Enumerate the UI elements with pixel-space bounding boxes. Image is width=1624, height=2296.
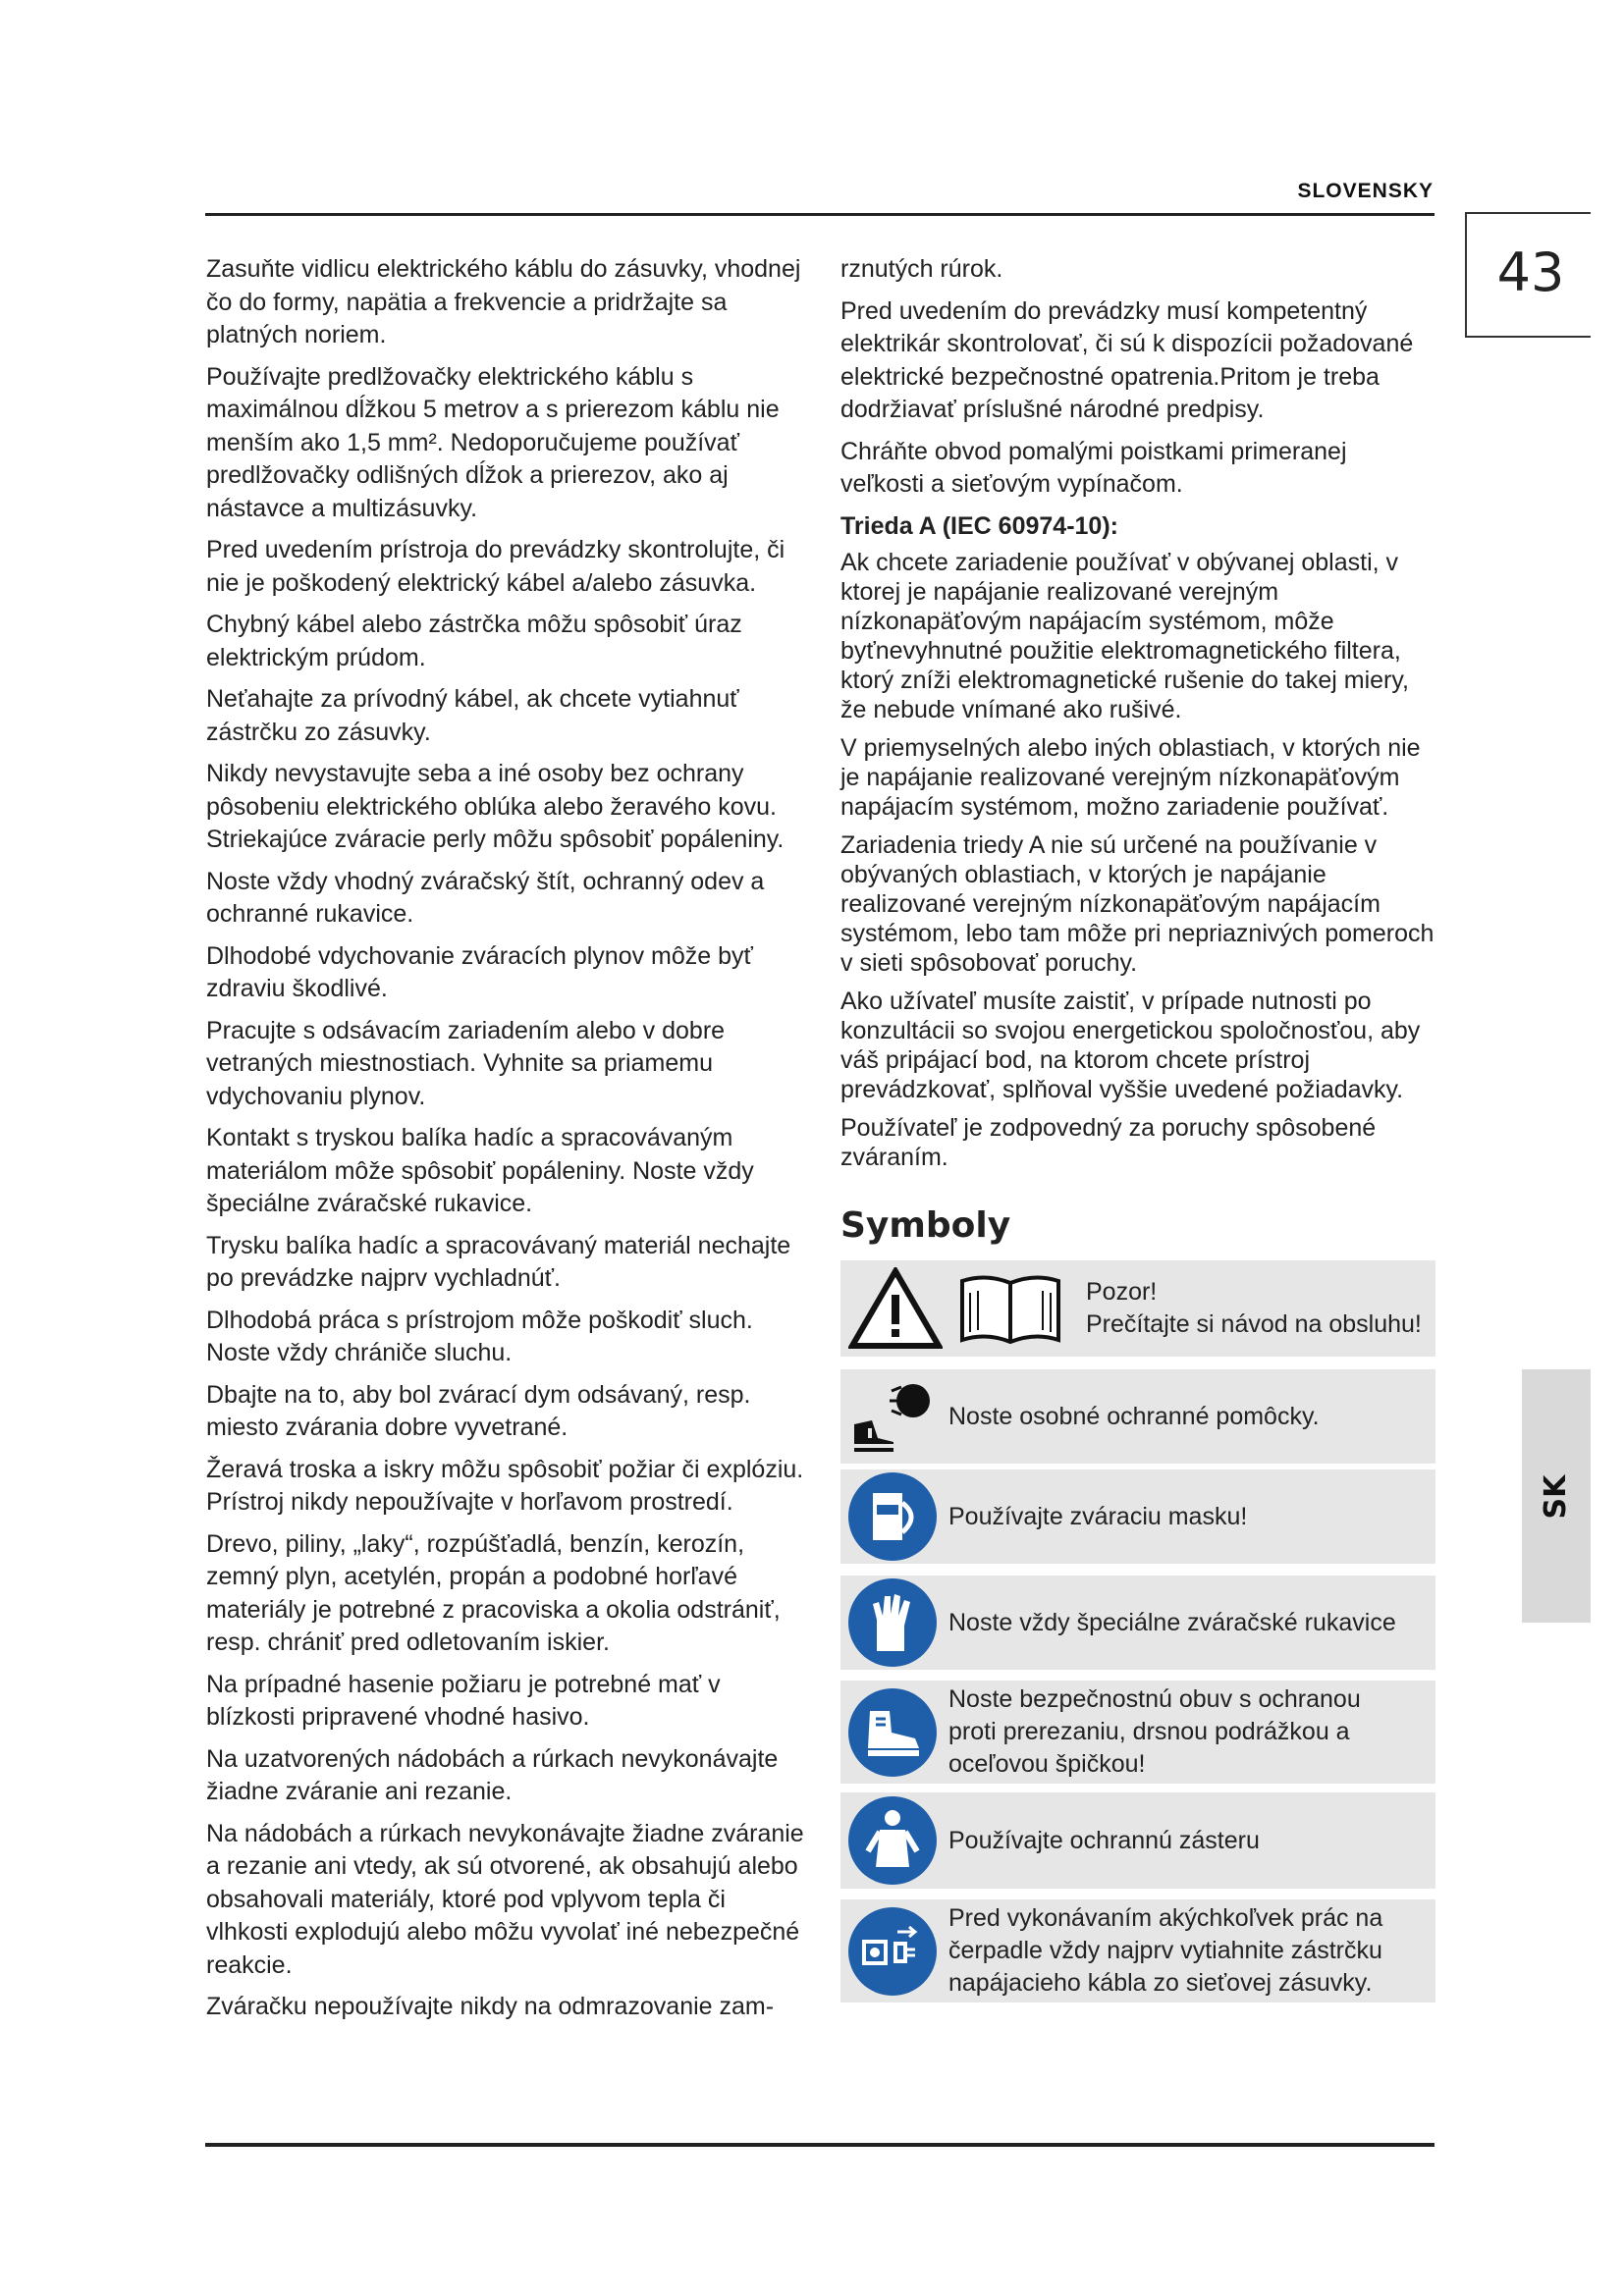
symbol-text: Noste osobné ochranné pomôcky. bbox=[948, 1402, 1320, 1430]
symbol-row bbox=[840, 1369, 1435, 1464]
welding-mask-icon bbox=[848, 1472, 937, 1561]
paragraph: rznutých rúrok. bbox=[840, 255, 1003, 283]
warning-icon bbox=[848, 1267, 943, 1350]
symbol-row bbox=[840, 1792, 1435, 1889]
gloves-icon bbox=[848, 1578, 937, 1667]
paragraph: Používateľ je zodpovedný za poruchy spôsobené zváraním. bbox=[840, 1114, 1377, 1171]
symbol-text: Noste bezpečnostnú obuv s ochranou proti prerezaniu, drsnou podrážkou a oceľovou špičkou! bbox=[948, 1685, 1361, 1778]
paragraph: Dbajte na to, aby bol zvárací dym odsávaný, resp. miesto zvárania dobre vyvetrané. bbox=[206, 1380, 751, 1441]
symbol-row bbox=[840, 1575, 1435, 1670]
paragraph: Noste vždy vhodný zváračský štít, ochranný odev a ochranné rukavice. bbox=[206, 867, 765, 928]
paragraph: Ak chcete zariadenie používať v obývanej oblasti, v ktorej je napájanie realizované verejným nízkonapäťovým napájacím systémom, môže byťnevyhnutné použitie elektromagnetického filtera, ktorý zníži elektromagnetické rušenie do takej miery, že nebude vnímané ako rušivé. bbox=[840, 549, 1409, 723]
section-heading: Trieda A (IEC 60974-10): bbox=[840, 511, 1118, 540]
symbols-title: Symboly bbox=[840, 1205, 1011, 1246]
unplug-icon bbox=[848, 1907, 937, 1996]
symbol-text: Používajte zváraciu masku! bbox=[948, 1502, 1248, 1530]
ppe-icon bbox=[848, 1377, 937, 1456]
paragraph: Chybný kábel alebo zástrčka môžu spôsobiť úraz elektrickým prúdom. bbox=[206, 611, 742, 671]
paragraph: Drevo, piliny, „laky“, rozpúšťadlá, benzín, kerozín, zemný plyn, acetylén, propán a podobné horľavé materiály je potrebné z pracoviska a okolia odstrániť, resp. chrániť pred odletovaním iskier. bbox=[206, 1529, 781, 1656]
symbol-text-line: Prečítajte si návod na obsluhu! bbox=[1086, 1310, 1422, 1338]
paragraph: V priemyselných alebo iných oblastiach, v ktorých nie je napájanie realizované verejným nízkonapäťovým napájacím systémom, možno zariadenie používať. bbox=[840, 734, 1421, 821]
symbol-text: Pred vykonávaním akýchkoľvek prác na čerpadle vždy najprv vytiahnite zástrčku napájacieho kábla zo sieťovej zásuvky. bbox=[948, 1904, 1383, 1997]
paragraph: Ako užívateľ musíte zaistiť, v prípade nutnosti po konzultácii so svojou energetickou spoločnosťou, aby váš pripájací bod, na ktorom chcete prístroj prevádzkovať, splňoval vyššie uvedené požiadavky. bbox=[840, 988, 1421, 1103]
paragraph: Pred uvedením do prevádzky musí kompetentný elektrikár skontrolovať, či sú k dispozícii požadované elektrické bezpečnostné opatrenia.Pritom je treba dodržiavať príslušné národné predpisy. bbox=[840, 296, 1414, 423]
symbol-text-line: Pozor! bbox=[1086, 1278, 1158, 1306]
symbol-text: Používajte ochrannú zásteru bbox=[948, 1826, 1260, 1854]
apron-icon bbox=[848, 1796, 937, 1885]
paragraph: Zariadenia triedy A nie sú určené na používanie v obývaných oblastiach, v ktorých je napájanie realizované verejným nízkonapäťovým napájacím systémom, lebo tam môže pri nepriaznivých pomeroch v sieti spôsobovať poruchy. bbox=[840, 831, 1435, 977]
paragraph: Na uzatvorených nádobách a rúrkach nevykonávajte žiadne zváranie ani rezanie. bbox=[206, 1744, 779, 1805]
header-rule bbox=[205, 213, 1435, 216]
page-number: 43 bbox=[1496, 241, 1565, 303]
paragraph: Neťahajte za prívodný kábel, ak chcete vytiahnuť zástrčku zo zásuvky. bbox=[206, 685, 739, 746]
paragraph: Pracujte s odsávacím zariadením alebo v dobre vetraných miestnostiach. Vyhnite sa priamemu vdychovaniu plynov. bbox=[206, 1016, 726, 1110]
safety-boots-icon bbox=[848, 1688, 937, 1777]
paragraph: Dlhodobá práca s prístrojom môže poškodiť sluch. Noste vždy chrániče sluchu. bbox=[206, 1306, 753, 1366]
language-tab-label: SK bbox=[1539, 1474, 1573, 1520]
footer-rule bbox=[205, 2143, 1435, 2147]
paragraph: Nikdy nevystavujte seba a iné osoby bez ochrany pôsobeniu elektrického oblúka alebo žeravého kovu. Striekajúce zváracie perly môžu spôsobiť popáleniny. bbox=[206, 760, 785, 853]
paragraph: Na prípadné hasenie požiaru je potrebné mať v blízkosti pripravené vhodné hasivo. bbox=[206, 1670, 721, 1731]
paragraph: Zváračku nepoužívajte nikdy na odmrazovanie zam- bbox=[206, 1993, 775, 2020]
symbol-row bbox=[840, 1681, 1435, 1784]
header-language: SLOVENSKY bbox=[1297, 180, 1434, 202]
paragraph: Zasuňte vidlicu elektrického káblu do zásuvky, vhodnej čo do formy, napätia a frekvencie a pridržajte sa platných noriem. bbox=[206, 255, 801, 348]
symbol-row bbox=[840, 1899, 1435, 2002]
paragraph: Dlhodobé vdychovanie zváracích plynov môže byť zdraviu škodlivé. bbox=[206, 941, 753, 1002]
paragraph: Kontakt s tryskou balíka hadíc a spracovávaným materiálom môže spôsobiť popáleniny. Noste vždy špeciálne zváračské rukavice. bbox=[206, 1124, 754, 1217]
paragraph: Trysku balíka hadíc a spracovávaný materiál nechajte po prevádzke najprv vychladnúť. bbox=[206, 1231, 791, 1292]
manual-icon bbox=[956, 1271, 1064, 1346]
paragraph: Používajte predlžovačky elektrického káblu s maximálnou dĺžkou 5 metrov a s prierezom káblu nie menším ako 1,5 mm². Nedoporučujeme používať predlžovačky odlišných dĺžok a prierezov, ako aj nástavce a multizásuvky. bbox=[206, 362, 780, 522]
paragraph: Žeravá troska a iskry môžu spôsobiť požiar či explóziu. Prístroj nikdy nepoužívajte v horľavom prostredí. bbox=[206, 1455, 804, 1516]
paragraph: Na nádobách a rúrkach nevykonávajte žiadne zváranie a rezanie ani vtedy, ak sú otvorené, ak obsahujú alebo obsahovali materiály, ktoré pod vplyvom tepla či vlhkosti explodujú alebo môžu vyvolať iné nebezpečné reakcie. bbox=[206, 1819, 804, 1979]
paragraph: Chráňte obvod pomalými poistkami primeranej veľkosti a sieťovým vypínačom. bbox=[840, 437, 1347, 498]
symbol-text: Noste vždy špeciálne zváračské rukavice bbox=[948, 1608, 1396, 1636]
left-column bbox=[206, 253, 810, 2033]
right-column bbox=[840, 253, 1435, 1181]
symbol-row bbox=[840, 1260, 1435, 1357]
symbol-row bbox=[840, 1469, 1435, 1564]
paragraph: Pred uvedením prístroja do prevádzky skontrolujte, či nie je poškodený elektrický kábel a/alebo zásuvka. bbox=[206, 536, 785, 597]
